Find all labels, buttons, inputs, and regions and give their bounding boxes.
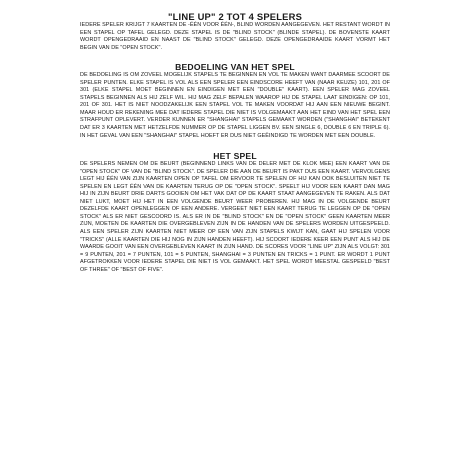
paragraph-game: DE SPELERS NEMEN OM DE BEURT (BEGINNEND LINKS VAN DE DELER MET DE KLOK MEE) EEN KAART VAN DE "OPEN STOCK" OF VAN DE "BLIND STOCK". DE SPELER DIE AAN DE BEURT IS PAKT DUS EEN KAART. VERVOLGENS LEGT HIJ ÉÉN VAN ZIJN KAARTEN OPEN OP TAFEL OM ERVOOR TE SPELEN OF HIJ KAN OOK BESLUITEN NIET TE SPELEN EN LEGT ÉÉN VAN DE KAARTEN TERUG OP DE "OPEN STOCK". SPEELT HIJ VOOR EEN KAART DAN MAG HIJ IN ZIJN BEURT DRIE DARTS GOOIEN OM HET VAK DAT OP DE KAART STAAT AANGEGEVEN TE RAKEN. ALS DAT NIET LUKT, MOET HIJ HET IN EEN VOLGENDE BEURT WEER PROBEREN. HIJ MAG IN DE VOLGENDE BEURT DEZELFDE KAART OPENLEGGEN OF EEN ANDERE. VERGEET NIET EEN KAART TERUG TE LEGGEN OP DE "OPEN STOCK" ALS ER NIET GESCOORD IS. ALS ER IN DE "BLIND STOCK" EN DE "OPEN STOCK" GEEN KAARTEN MEER ZIJN, MOETEN DE KAARTEN DIE OVERGEBLEVEN ZIJN IN DE HANDEN VAN DE SPELERS WORDEN UITGESPEELD. ALS EEN SPELER ZIJN KAARTEN NIET MEER OP EEN VAN ZIJN STAPELS KWIJT KAN, GAAT HIJ SPELEN VOOR "TRICKS" (ALLE KAARTEN DIE HIJ NOG IN ZIJN HANDEN HEEFT). HIJ SCOORT IEDERE KEER EEN PUNT ALS HIJ DE WAARDE GOOIT VAN EEN OVERGEBLEVEN KAART IN ZIJN HAND. DE SCORES VOOR "LINE UP" ZIJN ALS VOLGT: 301 = 9 PUNTEN, 201 = 7 PUNTEN, 101 = 5 PUNTEN, SHANGHAI = 3 PUNTEN EN TRICKS = 1 PUNT. ER WORDT 1 PUNT AFGETROKKEN VOOR IEDERE STAPEL DIE NIET IS VOL GEMAAKT. HET SPEL WORDT MEESTAL GESPEELD "BEST OF THREE" OF "BEST OF FIVE". bbox=[80, 161, 391, 273]
paragraph-dealing: IEDERE SPELER KRIJGT 7 KAARTEN DE -ÉÉN VOOR ÉÉN-, BLIND WORDEN AANGEGEVEN. HET RESTANT WORDT IN EEN STAPEL OP TAFEL GELEGD. DEZE STAPEL IS DE "BLIND STOCK" (BLINDE STAPEL). DE BOVENSTE KAART WORDT OPENGEDRAAID EN NAAST DE "BLIND STOCK" GELEGD. DEZE OPENGEDRAAIDE KAART VORMT HET BEGIN VAN DE "OPEN STOCK". bbox=[80, 22, 390, 51]
section-title-line-up: "LINE UP" 2 TOT 4 SPELERS bbox=[167, 11, 303, 22]
section-title-goal: BEDOELING VAN HET SPEL bbox=[175, 62, 295, 73]
rules-document bbox=[80, 11, 390, 274]
section-spacer bbox=[80, 140, 390, 151]
section-title-game: HET SPEL bbox=[213, 151, 257, 162]
paragraph-goal: DE BEDOELING IS OM ZOVEEL MOGELIJK STAPELS TE BEGINNEN EN VOL TE MAKEN WANT DAARMEE SCOORT DE SPELER PUNTEN. ELKE STAPEL IS VOL ALS EEN SPELER EEN EINDSCORE HEEFT VAN (NAAR KEUZE) 101, 201 OF 301 (ELKE STAPEL MOET BEGINNEN EN EINDIGEN MET EEN "DOUBLE" KAART). EEN SPELER MAG ZOVEEL STAPELS BEGINNEN ALS HIJ ZELF WIL. HIJ MAG ZELF BEPALEN WAAROP HIJ DE STAPEL LAAT EINDIGEN: OP 101, 201 OF 301. HET IS NIET NOODZAKELIJK EEN STAPEL VOL TE MAKEN VOORDAT HIJ AAN EEN NIEUWE BEGINT. MAAR HOUD ER REKENING MEE DAT IEDERE STAPEL DIE NIET IS VOLGEMAAKT AAN HET EIND VAN HET SPEL EEN STRAFPUNT OPLEVERT. VERDER KUNNEN ER "SHANGHAI" STAPELS GEMAAKT WORDEN ("SHANGHAI" BETEKENT DAT ER 3 KAARTEN MET HETZELFDE NUMMER OP DE STAPEL LIGGEN BV. EEN SINGLE 6, DOUBLE 6 EN TRIPLE 6). IN HET GEVAL VAN EEN "SHANGHAI" STAPEL HOEFT ER DUS NIET GEËINDIGD TE WORDEN MET EEN DOUBLE. bbox=[80, 72, 390, 139]
section-spacer bbox=[80, 52, 390, 62]
